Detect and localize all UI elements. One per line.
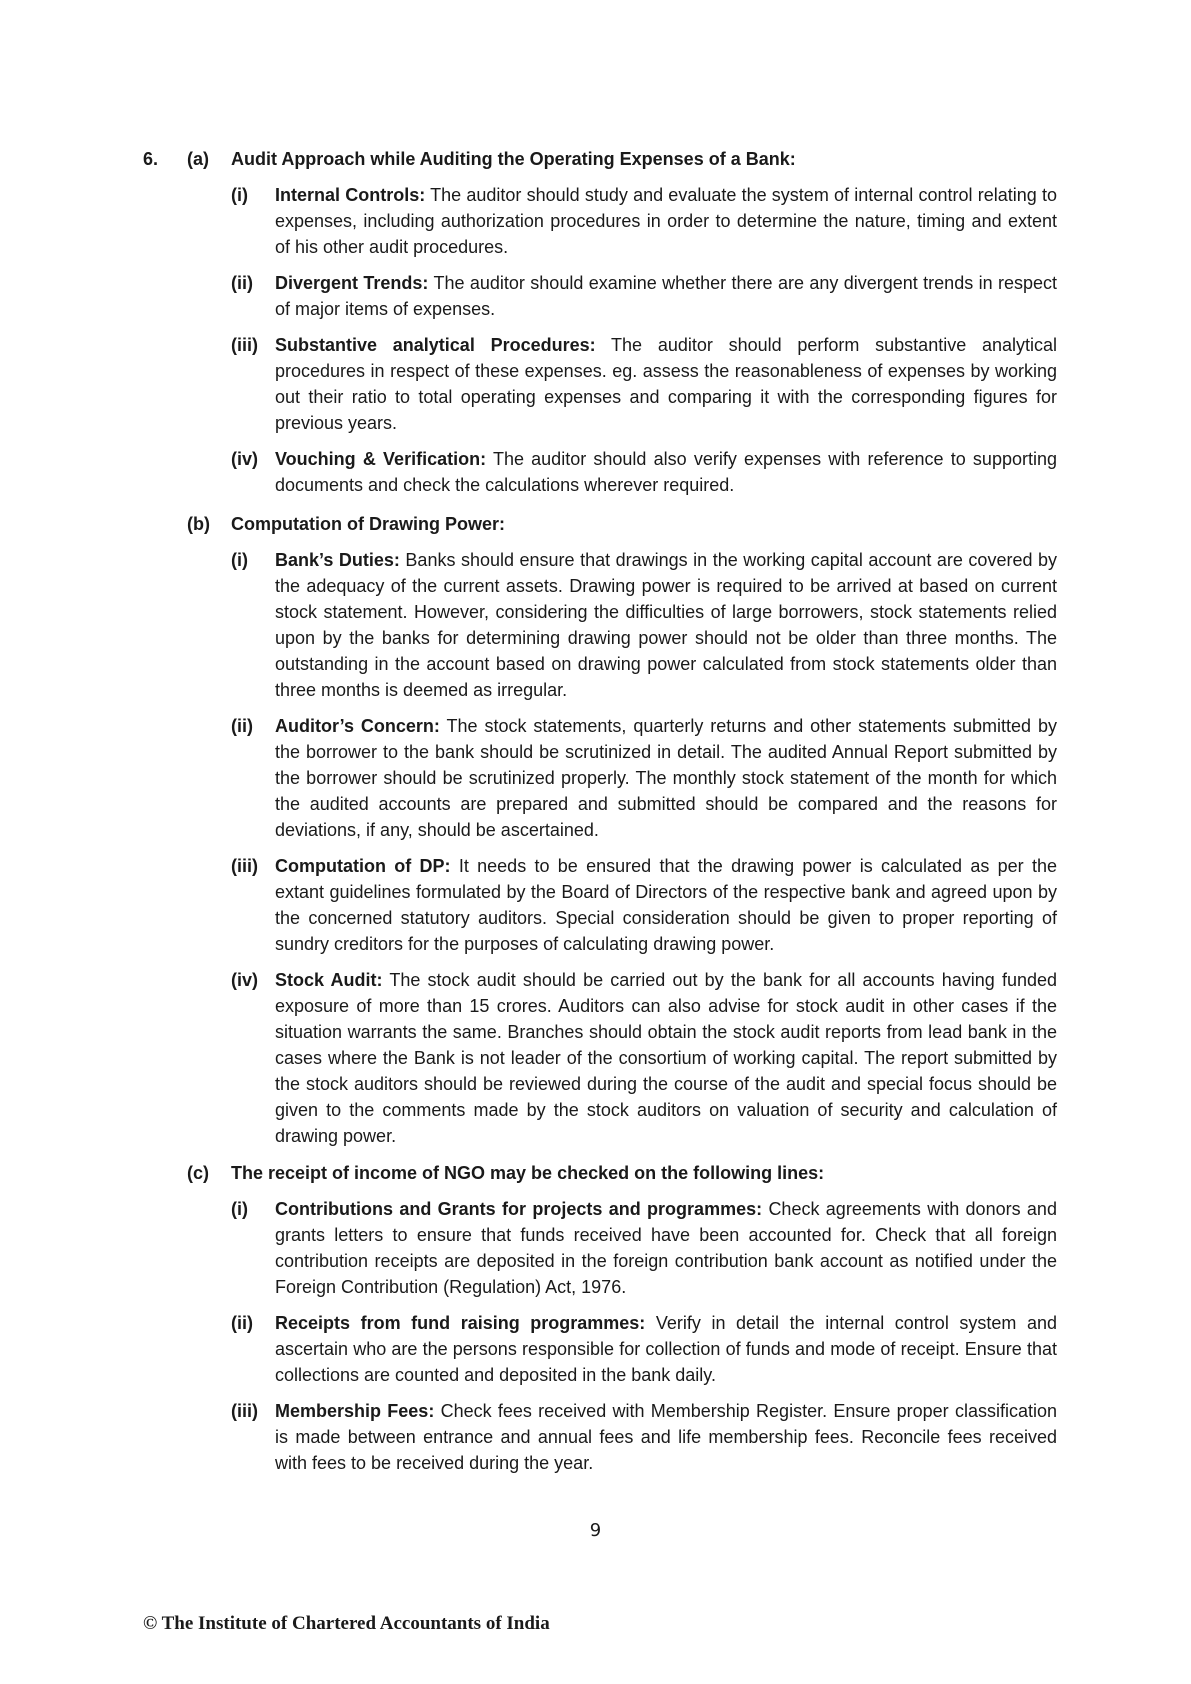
item-title: Divergent Trends: (275, 273, 429, 293)
item-body (275, 446, 1057, 498)
list-item (231, 853, 1057, 957)
item-body (275, 547, 1057, 703)
part-heading (187, 146, 1057, 172)
list-item (231, 967, 1057, 1149)
item-number: (i) (231, 1199, 248, 1219)
item-list (231, 1196, 1057, 1476)
item-title: Vouching & Verification: (275, 449, 487, 469)
item-body (275, 713, 1057, 843)
item-text: Check agreements with donors and grants letters to ensure that funds received have been accounted for. Check that all foreign contribution receipts are deposited in the foreign contribution bank account as notified under the Foreign Contribution (Regulation) Act, 1976. (275, 1199, 1057, 1297)
list-item (231, 182, 1057, 260)
item-number: (ii) (231, 273, 253, 293)
part-letter: (b) (187, 514, 210, 534)
item-text: The auditor should study and evaluate the system of internal control relating to expenses, including authorization procedures in order to determine the nature, timing and extent of his other audit procedures. (275, 185, 1057, 257)
part-letter: (c) (187, 1163, 209, 1183)
item-title: Membership Fees: (275, 1401, 435, 1421)
item-number: (ii) (231, 716, 253, 736)
item-body (275, 853, 1057, 957)
item-title: Stock Audit: (275, 970, 383, 990)
item-list (231, 547, 1057, 1149)
list-item (231, 713, 1057, 843)
list-item (231, 547, 1057, 703)
item-text: The auditor should also verify expenses with reference to supporting documents and check the calculations wherever required. (275, 449, 1057, 495)
item-number: (ii) (231, 1313, 253, 1333)
item-list (231, 182, 1057, 498)
part-heading (187, 511, 1057, 537)
page-number: 9 (589, 1520, 602, 1541)
item-title: Bank’s Duties: (275, 550, 400, 570)
item-title: Receipts from fund raising programmes: (275, 1313, 646, 1333)
item-body (275, 1310, 1057, 1388)
item-body (275, 270, 1057, 322)
list-item (231, 1310, 1057, 1388)
item-text: The auditor should examine whether there are any divergent trends in respect of major items of expenses. (275, 273, 1057, 319)
part-title: Computation of Drawing Power: (231, 514, 505, 534)
part-title: The receipt of income of NGO may be checked on the following lines: (231, 1163, 825, 1183)
item-title: Internal Controls: (275, 185, 426, 205)
footer-copyright: © The Institute of Chartered Accountants of India (143, 1613, 550, 1634)
part-b (187, 511, 1057, 1149)
part-letter: (a) (187, 149, 209, 169)
item-text: It needs to be ensured that the drawing power is calculated as per the extant guidelines formulated by the Board of Directors of the respective bank and agreed upon by the concerned statutory auditors. Special consideration should be given to proper reporting of sundry creditors for the purposes of calculating drawing power. (275, 856, 1057, 954)
list-item (231, 332, 1057, 436)
part-c (187, 1160, 1057, 1476)
item-body (275, 182, 1057, 260)
part-a (187, 146, 1057, 498)
item-number: (iii) (231, 1401, 258, 1421)
item-text: Banks should ensure that drawings in the working capital account are covered by the adequacy of the current assets. Drawing power is required to be arrived at based on current stock statement. However, considering the difficulties of large borrowers, stock statements relied upon by the banks for determining drawing power should not be older than three months. The outstanding in the account based on drawing power calculated from stock statements older than three months is deemed as irregular. (275, 550, 1057, 700)
item-text: Check fees received with Membership Register. Ensure proper classification is made between entrance and annual fees and life membership fees. Reconcile fees received with fees to be received during the year. (275, 1401, 1057, 1473)
question-number: 6. (143, 149, 159, 169)
item-title: Substantive analytical Procedures: (275, 335, 596, 355)
item-text: The stock audit should be carried out by the bank for all accounts having funded exposure of more than 15 crores. Auditors can also advise for stock audit in other cases if the situation warrants the same. Branches should obtain the stock audit reports from lead bank in the cases where the Bank is not leader of the consortium of working capital. The report submitted by the stock auditors should be reviewed during the course of the audit and special focus should be given to the comments made by the stock auditors on valuation of security and calculation of drawing power. (275, 970, 1057, 1146)
item-body (275, 1196, 1057, 1300)
item-body (275, 1398, 1057, 1476)
item-number: (iv) (231, 970, 258, 990)
list-item (231, 1398, 1057, 1476)
item-title: Auditor’s Concern: (275, 716, 440, 736)
part-title: Audit Approach while Auditing the Operating Expenses of a Bank: (231, 149, 796, 169)
item-body (275, 332, 1057, 436)
item-text: Verify in detail the internal control system and ascertain who are the persons responsible for collection of funds and mode of receipt. Ensure that collections are counted and deposited in the bank daily. (275, 1313, 1057, 1385)
item-number: (iii) (231, 856, 258, 876)
item-number: (i) (231, 185, 248, 205)
list-item (231, 446, 1057, 498)
item-title: Contributions and Grants for projects and programmes: (275, 1199, 763, 1219)
list-item (231, 270, 1057, 322)
item-body (275, 967, 1057, 1149)
list-item (231, 1196, 1057, 1300)
item-text: The auditor should perform substantive analytical procedures in respect of these expenses. eg. assess the reasonableness of expenses by working out their ratio to total operating expenses and comparing it with the corresponding figures for previous years. (275, 335, 1057, 433)
item-number: (iv) (231, 449, 258, 469)
item-number: (i) (231, 550, 248, 570)
part-heading (187, 1160, 1057, 1186)
item-text: The stock statements, quarterly returns and other statements submitted by the borrower to the bank should be scrutinized in detail. The audited Annual Report submitted by the borrower should be scrutinized properly. The monthly stock statement of the month for which the audited accounts are prepared and submitted should be compared and the reasons for deviations, if any, should be ascertained. (275, 716, 1057, 840)
item-title: Computation of DP: (275, 856, 451, 876)
item-number: (iii) (231, 335, 258, 355)
